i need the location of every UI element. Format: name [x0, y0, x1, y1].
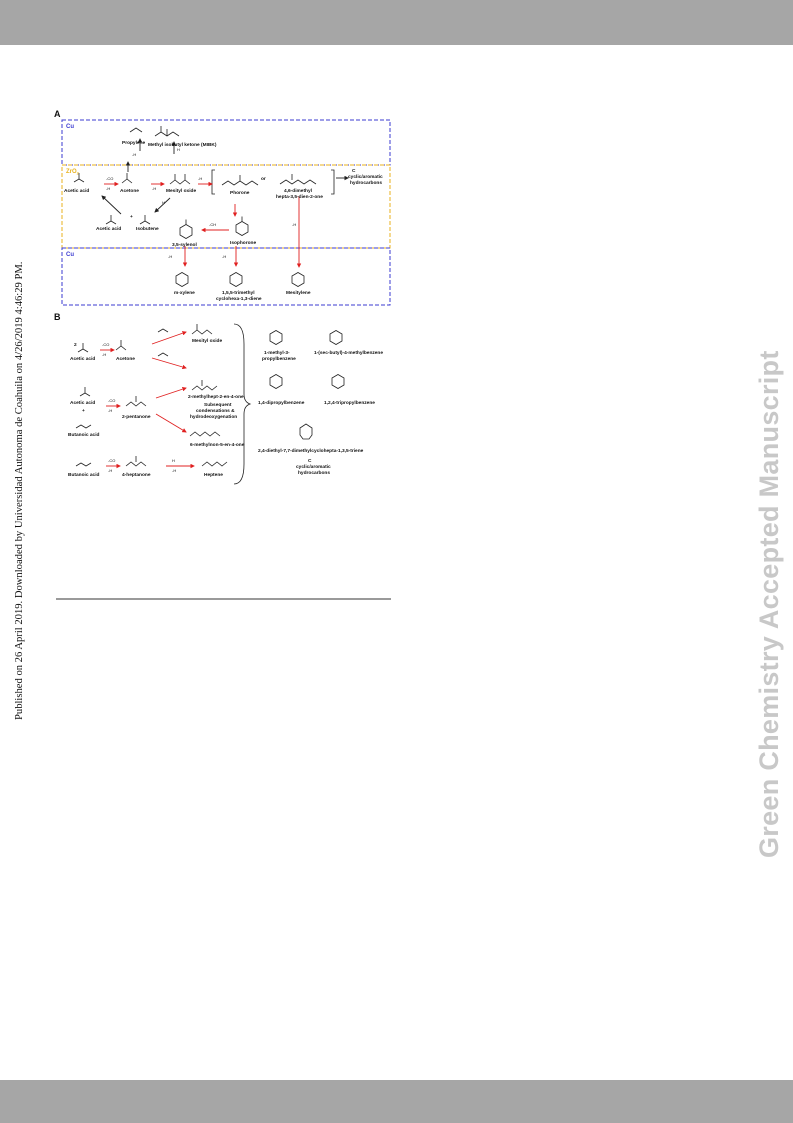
header-bar	[0, 0, 793, 45]
methylheptenone-label: 2-methylhept-2-en-4-one	[188, 395, 244, 400]
cond-h2o-h2: -H	[132, 152, 137, 157]
mesityl-oxide-b-structure	[192, 324, 212, 334]
acetone-label: Acetone	[120, 189, 139, 194]
or-label: or	[261, 177, 266, 182]
plus-b-label: +	[82, 409, 85, 414]
heptene-structure	[202, 462, 227, 466]
publication-note: Published on 26 April 2019. Downloaded by Universidad Autonoma de Coahuila on 4/26/2019 4:46:29 PM.	[14, 261, 25, 720]
phorone-label: Phorone	[230, 191, 250, 196]
acetic-acid-b2-label: Acetic acid	[70, 401, 96, 406]
cond-b-h2o-2: -H	[108, 408, 113, 413]
cond-h2o-1: -H	[106, 186, 111, 191]
propylene-structure	[130, 128, 142, 132]
acetic-acid-2-label: Acetic acid	[96, 227, 122, 232]
heptene-label: Heptene	[204, 473, 223, 478]
heptadienone-label-1: 4,6-dimethyl	[284, 189, 312, 194]
cu-top-label: Cu	[66, 124, 74, 130]
subsequent-label-1: Subsequent	[204, 403, 232, 408]
mesityl-oxide-label: Mesityl oxide	[166, 189, 197, 194]
subsequent-label-2: condensations &	[196, 409, 235, 414]
m-xylene-structure	[176, 273, 188, 287]
methylpropylbenzene-label-1: 1-methyl-3-	[264, 351, 290, 356]
cond-h2o-h2-2: -H	[168, 254, 173, 259]
cyclic-aromatic-b-label: cyclic/aromatic	[296, 465, 331, 470]
reaction-scheme-svg	[52, 106, 394, 486]
reaction-scheme-figure	[52, 106, 394, 486]
acetic-acid-b-label: Acetic acid	[70, 357, 96, 362]
plus-label: +	[130, 215, 133, 220]
acetic-acid-b-structure	[78, 343, 88, 352]
methylnonenone-label: 6-methylnon-5-en-4-one	[190, 443, 245, 448]
pentanone-structure	[126, 396, 146, 406]
acetone-b-structure	[116, 340, 126, 350]
propylene-label: Propylene	[122, 141, 146, 146]
sylenol-structure	[180, 220, 192, 239]
secbutylmethylbenzene-structure	[330, 331, 342, 345]
butanoic-acid-structure	[76, 425, 91, 428]
cyclic-aromatic-label: cyclic/aromatic	[348, 175, 383, 180]
cycloheptatriene-label: 2,4-diethyl-7,7-dimethylcyclohepta-1,3,5-triene	[258, 449, 364, 454]
cond-b-co2: -CO	[102, 342, 110, 347]
secbutylmethylbenzene-label: 1-(sec-butyl)-4-methylbenzene	[314, 351, 384, 356]
butanoic-acid-label: Butanoic acid	[68, 433, 100, 438]
dimethylheptadienone-structure	[280, 174, 316, 184]
cond-b-co2-2: -CO	[108, 398, 116, 403]
mesitylene-structure	[292, 273, 304, 287]
subsequent-label-3: hydrodeoxygenation	[190, 415, 238, 420]
tripropylbenzene-label: 1,2,4-tripropylbenzene	[324, 401, 375, 406]
mesityl-oxide-b-label: Mesityl oxide	[192, 339, 223, 344]
cond-b-h2o: -H	[102, 352, 107, 357]
trimethylcyclohexadiene-structure	[230, 273, 242, 287]
dipropylbenzene-structure	[270, 375, 282, 389]
sylenol-label: 3,5-sylenol	[172, 243, 197, 248]
tripropylbenzene-structure	[332, 375, 344, 389]
heptadienone-label-2: hepta-3,5-dien-2-one	[276, 195, 323, 200]
methylheptenone-structure	[192, 380, 217, 390]
cycloheptatriene-structure	[300, 424, 312, 439]
isophorone-label: Isophorone	[230, 241, 257, 246]
methylnonenone-structure	[190, 432, 220, 436]
figure-divider	[56, 598, 391, 600]
cond-ch4: -CH	[209, 222, 217, 227]
product-brace	[234, 324, 250, 484]
methylpropylbenzene-structure	[270, 331, 282, 345]
mesityl-oxide-structure	[170, 174, 190, 184]
manuscript-watermark: Green Chemistry Accepted Manuscript	[754, 350, 784, 858]
isophorone-structure	[236, 217, 248, 236]
panel-b-label: B	[54, 312, 61, 322]
acetic-acid-label: Acetic acid	[64, 189, 90, 194]
trimethyl-label-2: cyclohexa-1,3-diene	[216, 297, 262, 302]
m-xylene-label: m-xylene	[174, 291, 195, 296]
hydrocarbons-b-label: hydrocarbons	[298, 471, 330, 476]
pentanone-label: 2-pentanone	[122, 415, 151, 420]
heptanone-structure	[126, 456, 146, 466]
cond-b-h2o-4: -H	[172, 468, 177, 473]
cond-h2o-4: -H	[292, 222, 297, 227]
trimethyl-label-1: 1,5,5-trimethyl	[222, 291, 255, 296]
cond-h2o-plus: H	[162, 200, 165, 205]
acetic-acid-b2-structure	[80, 387, 90, 396]
mibk-label: Methyl isobutyl ketone (MIBK)	[148, 143, 217, 148]
cond-h2o-2: -H	[152, 186, 157, 191]
phorone-structure	[222, 175, 258, 185]
two-label: 2	[74, 343, 77, 348]
heptanone-label: 4-heptanone	[122, 473, 151, 478]
methylpropylbenzene-label-2: propylbenzene	[262, 357, 296, 362]
hydrocarbons-label: hydrocarbons	[350, 181, 382, 186]
butanoic-acid-b2-label: Butanoic acid	[68, 473, 100, 478]
cond-b-h2o-3: -H	[108, 468, 113, 473]
cu-top-region	[62, 120, 390, 165]
acetone-b-label: Acetone	[116, 357, 135, 362]
isobutene-label: Isobutene	[136, 227, 159, 232]
cond-b-co2-3: -CO	[108, 458, 116, 463]
c10-c15-b-label: C	[308, 459, 312, 464]
dipropylbenzene-label: 1,4-dipropylbenzene	[258, 401, 305, 406]
cond-h2o-3: -H	[198, 176, 203, 181]
acetone-structure	[122, 173, 132, 183]
zro2-label: ZrO$_2$	[66, 169, 79, 176]
mesitylene-label: Mesitylene	[286, 291, 311, 296]
cond-h2: H	[177, 147, 180, 152]
cu-bottom-label: Cu	[66, 252, 74, 258]
mibk-structure	[155, 126, 179, 136]
c10-c15-label: C	[352, 169, 356, 174]
cond-co2: -CO	[106, 176, 114, 181]
butanoic-acid-b2-structure	[76, 463, 91, 466]
footer-bar	[0, 1080, 793, 1123]
cond-h2o-h2-3: -H	[222, 254, 227, 259]
panel-a-label: A	[54, 109, 61, 119]
cond-b-h2: H	[172, 458, 175, 463]
acetic-isobutene-structure	[106, 215, 150, 224]
